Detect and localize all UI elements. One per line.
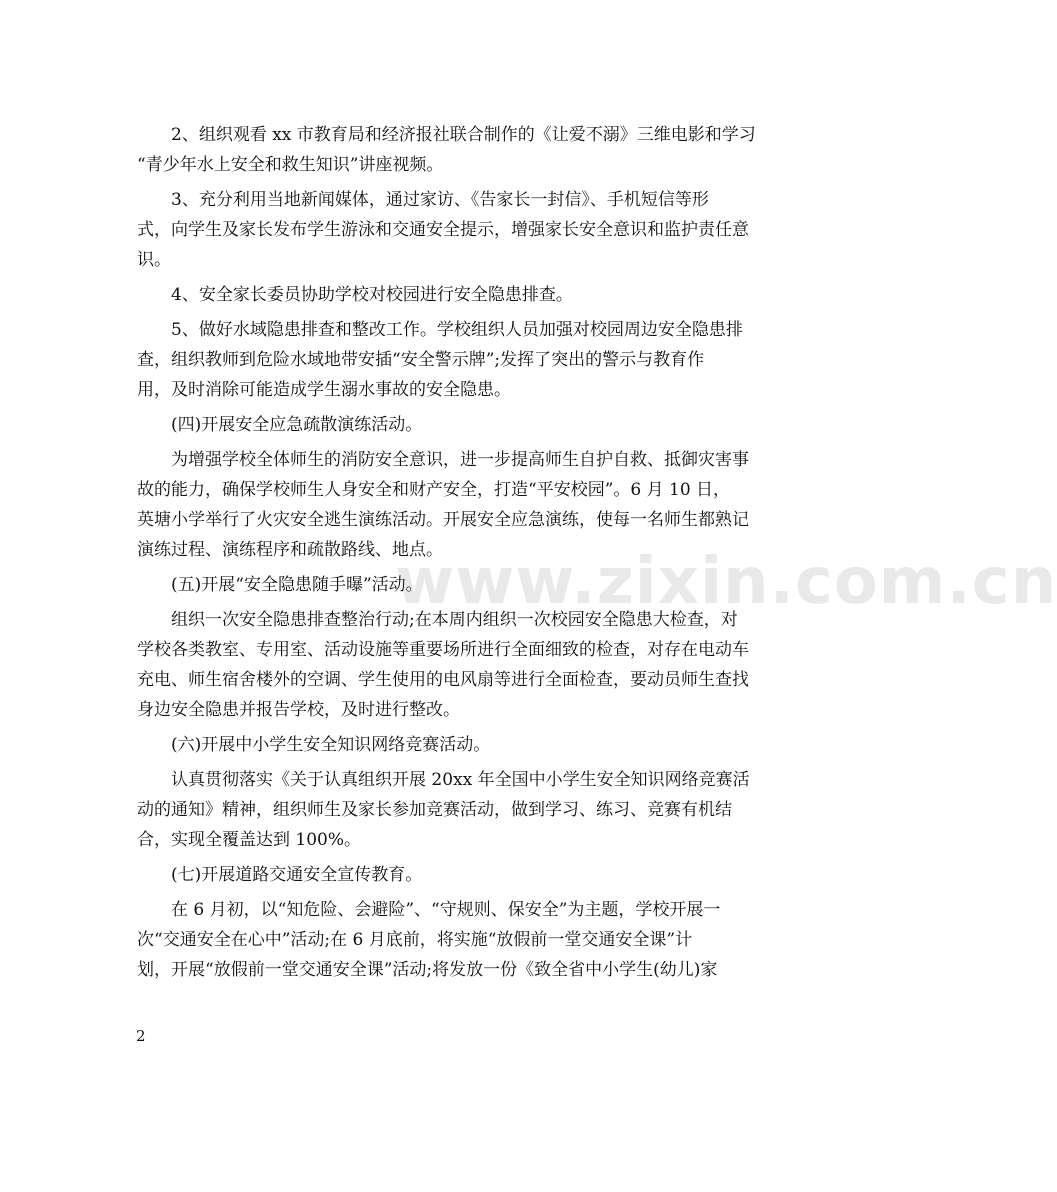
section-heading [137,410,783,440]
text-line: 故的能力，确保学校师生人身安全和财产安全，打造“平安校园”。6 月 10 日， [137,480,731,500]
text-line: 式，向学生及家长发布学生游泳和交通安全提示，增强家长安全意识和监护责任意 [137,220,749,240]
watermark-text: www.zixin.com.cn [395,545,1057,619]
paragraph [137,895,783,985]
text-line: 查，组织教师到危险水域地带安插“安全警示牌”;发挥了突出的警示与教育作 [137,350,705,370]
text-line: (四)开展安全应急疏散演练活动。 [171,415,423,435]
paragraph [137,120,783,180]
document-body [137,120,783,985]
section-heading [137,570,783,600]
text-line: 3、充分利用当地新闻媒体，通过家访、《告家长一封信》、手机短信等形 [171,190,709,210]
page-number: 2 [136,1027,146,1045]
text-line: 5、做好水域隐患排查和整改工作。学校组织人员加强对校园周边安全隐患排 [171,320,743,340]
paragraph [137,185,783,275]
text-line: 在 6 月初，以“知危险、会避险”、“守规则、保安全”为主题，学校开展一 [171,900,721,920]
text-line: 学校各类教室、专用室、活动设施等重要场所进行全面细致的检查，对存在电动车 [137,640,749,660]
section-heading [137,860,783,890]
paragraph [137,445,783,565]
paragraph [137,280,783,310]
text-line: 次“交通安全在心中”活动;在 6 月底前，将实施“放假前一堂交通安全课”计 [137,930,693,950]
text-line: 充电、师生宿舍楼外的空调、学生使用的电风扇等进行全面检查，要动员师生查找 [137,670,749,690]
text-line: (六)开展中小学生安全知识网络竞赛活动。 [171,735,491,755]
section-heading [137,730,783,760]
text-line: 动的通知》精神，组织师生及家长参加竞赛活动，做到学习、练习、竞赛有机结 [137,800,732,820]
paragraph [137,765,783,855]
text-line: (五)开展“安全隐患随手曝”活动。 [171,575,423,595]
text-line: (七)开展道路交通安全宣传教育。 [171,865,423,885]
text-line: 为增强学校全体师生的消防安全意识，进一步提高师生自护自救、抵御灾害事 [171,450,749,470]
text-line: 4、安全家长委员协助学校对校园进行安全隐患排查。 [171,285,573,305]
text-line: 演练过程、演练程序和疏散路线、地点。 [137,540,443,560]
text-line: 合，实现全覆盖达到 100%。 [137,830,362,850]
text-line: 划，开展“放假前一堂交通安全课”活动;将发放一份《致全省中小学生(幼儿)家 [137,960,718,980]
text-line: 2、组织观看 xx 市教育局和经济报社联合制作的《让爱不溺》三维电影和学习 [171,125,756,145]
text-line: 识。 [137,250,171,270]
paragraph [137,605,783,725]
text-line: 认真贯彻落实《关于认真组织开展 20xx 年全国中小学生安全知识网络竞赛活 [171,770,750,790]
paragraph [137,315,783,405]
text-line: 用，及时消除可能造成学生溺水事故的安全隐患。 [137,380,511,400]
text-line: 身边安全隐患并报告学校，及时进行整改。 [137,700,460,720]
text-line: “青少年水上安全和救生知识”讲座视频。 [137,155,444,175]
text-line: 英塘小学举行了火灾安全逃生演练活动。开展安全应急演练，使每一名师生都熟记 [137,510,749,530]
text-line: 组织一次安全隐患排查整治行动;在本周内组织一次校园安全隐患大检查，对 [171,610,738,630]
